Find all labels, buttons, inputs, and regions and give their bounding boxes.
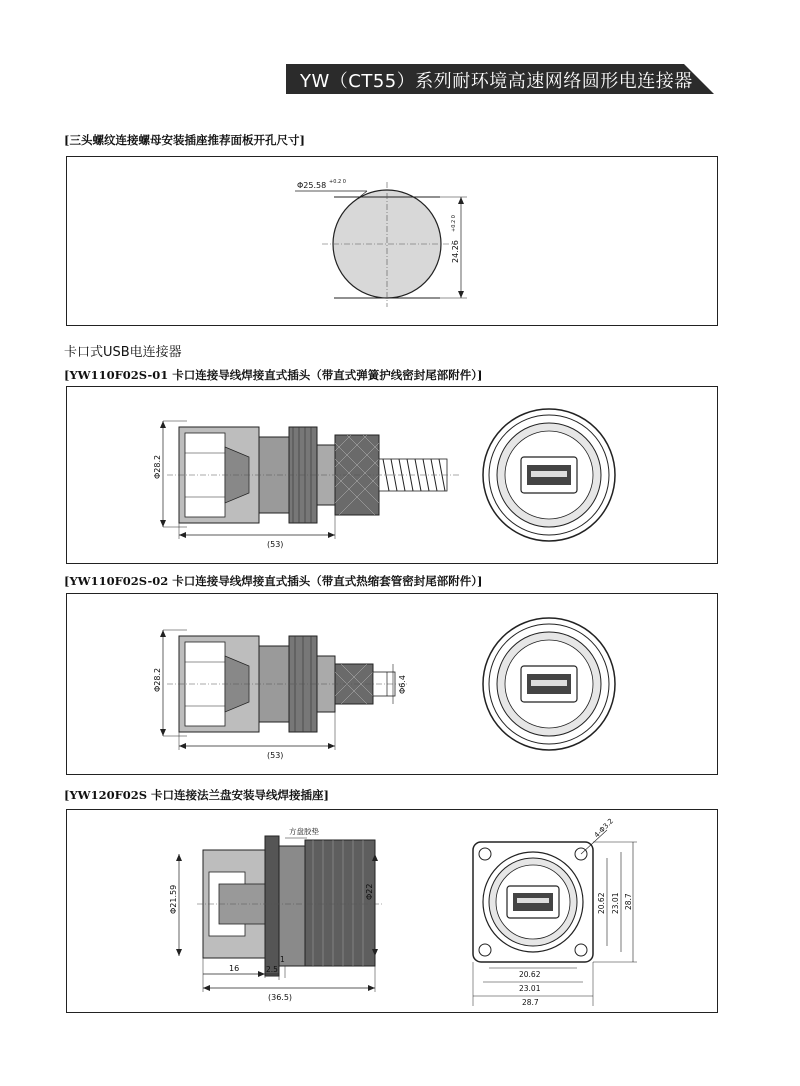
cutout-diameter-label: Φ25.58	[297, 181, 327, 190]
gasket-label: 方盘胶垫	[289, 827, 319, 836]
receptacle-v-28-7: 28.7	[624, 893, 633, 910]
plug1-length-label: (53)	[267, 540, 284, 549]
cutout-height-tol: +0.2 0	[451, 215, 457, 232]
section1-label: [三头螺纹连接螺母安装插座推荐面板开孔尺寸]	[64, 133, 305, 147]
receptacle-v-23-01: 23.01	[611, 892, 620, 914]
panel-plug-spring	[66, 386, 718, 564]
category-label: 卡口式USB电连接器	[64, 345, 182, 360]
plug-spring-drawing	[67, 387, 717, 563]
receptacle-h-20-62: 20.62	[519, 970, 541, 979]
cutout-height-label: 24.26	[451, 240, 460, 263]
panel-receptacle	[66, 809, 718, 1013]
receptacle-h-23-01: 23.01	[519, 984, 541, 993]
receptacle-dim-2-5: 2.5	[266, 965, 278, 974]
panel-cutout	[66, 156, 718, 326]
plug2-cable-label: Φ6.4	[398, 674, 407, 694]
section2-label: [YW110F02S-01 卡口连接导线焊接直式插头（带直式弹簧护线密封尾部附件）]	[64, 368, 483, 382]
cutout-drawing	[67, 157, 717, 325]
receptacle-right-diameter: Φ22	[365, 883, 374, 900]
receptacle-v-20-62: 20.62	[597, 892, 606, 914]
header-banner	[286, 64, 714, 94]
plug-heatshrink-drawing	[67, 594, 717, 774]
receptacle-drawing	[67, 810, 717, 1012]
page-title: YW（CT55）系列耐环境高速网络圆形电连接器	[300, 71, 693, 92]
plug1-diameter-label: Φ28.2	[153, 454, 162, 479]
receptacle-dim-36-5: (36.5)	[268, 993, 293, 1002]
receptacle-h-28-7: 28.7	[522, 998, 539, 1007]
plug2-diameter-label: Φ28.2	[153, 667, 162, 692]
panel-plug-heatshrink	[66, 593, 718, 775]
receptacle-left-diameter: Φ21.59	[169, 884, 178, 914]
receptacle-hole-label: 4-Φ3.2	[592, 817, 616, 840]
section4-label: [YW120F02S 卡口连接法兰盘安装导线焊接插座]	[64, 788, 329, 802]
plug2-length-label: (53)	[267, 751, 284, 760]
section3-label: [YW110F02S-02 卡口连接导线焊接直式插头（带直式热缩套管密封尾部附件）]	[64, 574, 483, 588]
receptacle-dim-16: 16	[229, 964, 240, 973]
receptacle-dim-1: 1	[280, 955, 285, 964]
cutout-diameter-tol: +0.2 0	[329, 179, 346, 185]
